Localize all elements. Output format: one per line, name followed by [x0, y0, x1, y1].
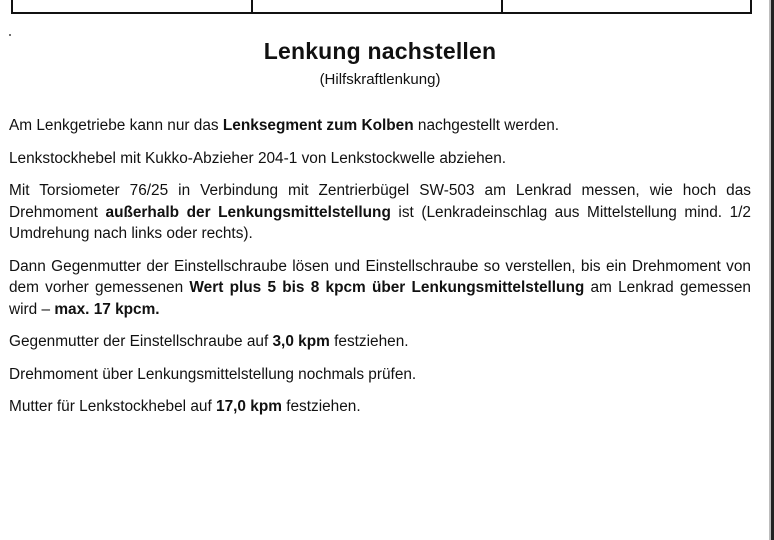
paragraph-lenksegment: Am Lenkgetriebe kann nur das Lenksegment zum Kolben nachgestellt werden. [9, 117, 560, 134]
page-subtitle: (Hilfskraftlenkung) [319, 71, 441, 88]
emphasis-text: Wert plus 5 bis 8 kpcm über Lenkungsmittelstellung [189, 279, 585, 296]
table-column-divider [251, 0, 253, 14]
paragraph-gegenmutter-festziehen: Gegenmutter der Einstellschraube auf 3,0 kpm festziehen. [9, 333, 409, 350]
instructions-body [9, 115, 751, 429]
paragraph-torsiometer: Mit Torsiometer 76/25 in Verbindung mit Zentrierbügel SW-503 am Lenkrad messen, wie hoch das Drehmoment außerhalb der Lenkungsmittelstellung ist (Lenkradeinschlag aus Mittelstellung mind. 1/2 Umdrehung nach links oder rechts). [9, 182, 751, 242]
paragraph-drehmoment-pruefen: Drehmoment über Lenkungsmittelstellung nochmals prüfen. [9, 365, 417, 383]
page-title: Lenkung nachstellen [263, 38, 497, 64]
table-bottom-remnant [11, 0, 752, 14]
paragraph-lenkstockhebel-abziehen: Lenkstockhebel mit Kukko-Abzieher 204-1 von Lenkstockwelle abziehen. [9, 149, 507, 167]
emphasis-text: Lenksegment zum Kolben [222, 117, 414, 134]
emphasis-text: 17,0 kpm [216, 398, 282, 415]
paragraph-gegenmutter-loesen: Dann Gegenmutter der Einstellschraube lösen und Einstellschraube so verstellen, bis ein Drehmoment von dem vorher gemessenen Wert plus 5 bis 8 kpcm über Lenkungsmittelstellung am Lenkrad gemessen wird – max. 17 kpcm. [9, 257, 751, 318]
paragraph-mutter-festziehen: Mutter für Lenkstockhebel auf 17,0 kpm festziehen. [9, 398, 361, 415]
emphasis-text: max. 17 kpcm. [54, 300, 160, 318]
emphasis-text: 3,0 kpm [272, 333, 330, 350]
table-column-divider [501, 0, 503, 14]
scan-speck [9, 34, 11, 36]
emphasis-text: außerhalb der Lenkungsmittelstellung [105, 203, 391, 221]
